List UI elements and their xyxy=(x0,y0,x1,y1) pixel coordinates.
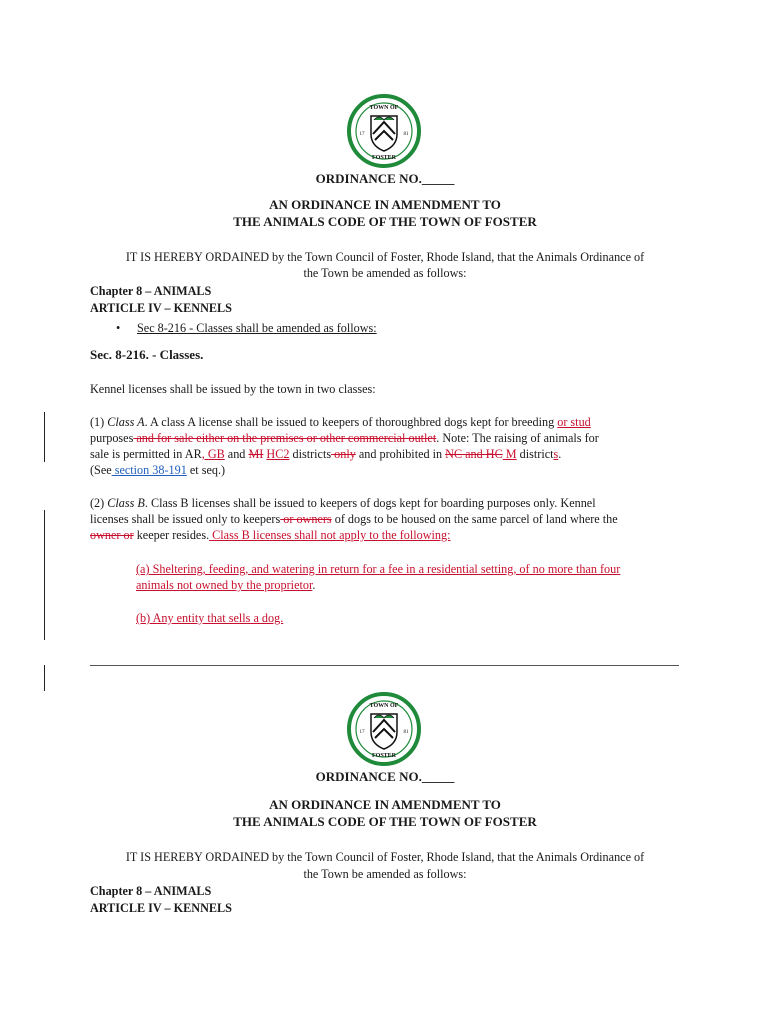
class-b-line1: (2) Class B. Class B licenses shall be issued to keepers of dogs kept for boarding purposes only. Kennel xyxy=(90,496,596,510)
chapter-heading: Chapter 8 – ANIMALS xyxy=(90,284,212,298)
section-38-191-link[interactable]: section 38-191 xyxy=(111,463,187,477)
seal-top-text: TOWN OF xyxy=(369,703,399,709)
class-a-line3: sale is permitted in AR, GB and MI HC2 districts only and prohibited in NC and HC M districts. xyxy=(90,447,562,461)
seal-bottom-text: FOSTER xyxy=(371,155,397,161)
ordinance-number: ORDINANCE NO._____ xyxy=(315,769,455,784)
exemption-item-a-line1: (a) Sheltering, feeding, and watering in return for a fee in a residential setting, of no more than four xyxy=(136,562,621,576)
seal-year-left: 17 xyxy=(359,730,365,735)
kennel-intro: Kennel licenses shall be issued by the town in two classes: xyxy=(90,382,376,396)
ordinance-heading-line2: THE ANIMALS CODE OF THE TOWN OF FOSTER xyxy=(233,814,537,829)
class-b-line2: licenses shall be issued only to keepers or owners of dogs to be housed on the same parcel of land where the xyxy=(90,512,618,526)
deletion: or owners xyxy=(280,512,332,526)
chapter-heading: Chapter 8 – ANIMALS xyxy=(90,884,212,898)
class-b-line3: owner or keeper resides. Class B licenses shall not apply to the following: xyxy=(90,528,451,542)
page-divider xyxy=(90,665,679,666)
change-bar xyxy=(44,412,45,462)
article-heading: ARTICLE IV – KENNELS xyxy=(90,901,232,915)
bullet-icon: • xyxy=(116,321,121,335)
insertion: or stud xyxy=(557,415,591,429)
town-seal xyxy=(347,692,421,766)
ordinance-heading-line2: THE ANIMALS CODE OF THE TOWN OF FOSTER xyxy=(233,214,537,229)
ordinance-heading-line1: AN ORDINANCE IN AMENDMENT TO xyxy=(269,197,501,212)
intro-text-line1: IT IS HEREBY ORDAINED by the Town Council of Foster, Rhode Island, that the Animals Ordinance of xyxy=(125,850,645,864)
ordinance-heading-line1: AN ORDINANCE IN AMENDMENT TO xyxy=(269,797,501,812)
town-seal xyxy=(347,94,421,168)
intro-text-line2: the Town be amended as follows: xyxy=(303,266,467,280)
bullet-item: Sec 8-216 - Classes shall be amended as follows: xyxy=(137,321,377,335)
class-a-line4: (See section 38-191 et seq.) xyxy=(90,463,226,477)
exemption-item-b: (b) Any entity that sells a dog. xyxy=(136,611,284,625)
article-heading: ARTICLE IV – KENNELS xyxy=(90,301,232,315)
intro-text-line1: IT IS HEREBY ORDAINED by the Town Council of Foster, Rhode Island, that the Animals Ordinance of xyxy=(125,250,645,264)
seal-top-text: TOWN OF xyxy=(369,105,399,111)
ordinance-number: ORDINANCE NO._____ xyxy=(315,171,455,186)
section-heading: Sec. 8-216. - Classes. xyxy=(90,347,204,362)
seal-year-right: 81 xyxy=(403,132,409,137)
intro-text-line2: the Town be amended as follows: xyxy=(303,867,467,881)
seal-year-right: 81 xyxy=(403,730,409,735)
exemption-item-a-line2: animals not owned by the proprietor. xyxy=(136,578,316,592)
class-a-line1: (1) Class A. A class A license shall be issued to keepers of thoroughbred dogs kept for breeding or stud xyxy=(90,415,591,429)
deletion: and for sale either on the premises or other commercial outlet xyxy=(133,431,437,445)
seal-bottom-text: FOSTER xyxy=(371,753,397,759)
class-a-line2: purposes and for sale either on the premises or other commercial outlet. Note: The raising of animals for xyxy=(90,431,599,445)
change-bar xyxy=(44,510,45,640)
change-bar xyxy=(44,665,45,691)
insertion: Class B licenses shall not apply to the following: xyxy=(209,528,451,542)
seal-year-left: 17 xyxy=(359,132,365,137)
